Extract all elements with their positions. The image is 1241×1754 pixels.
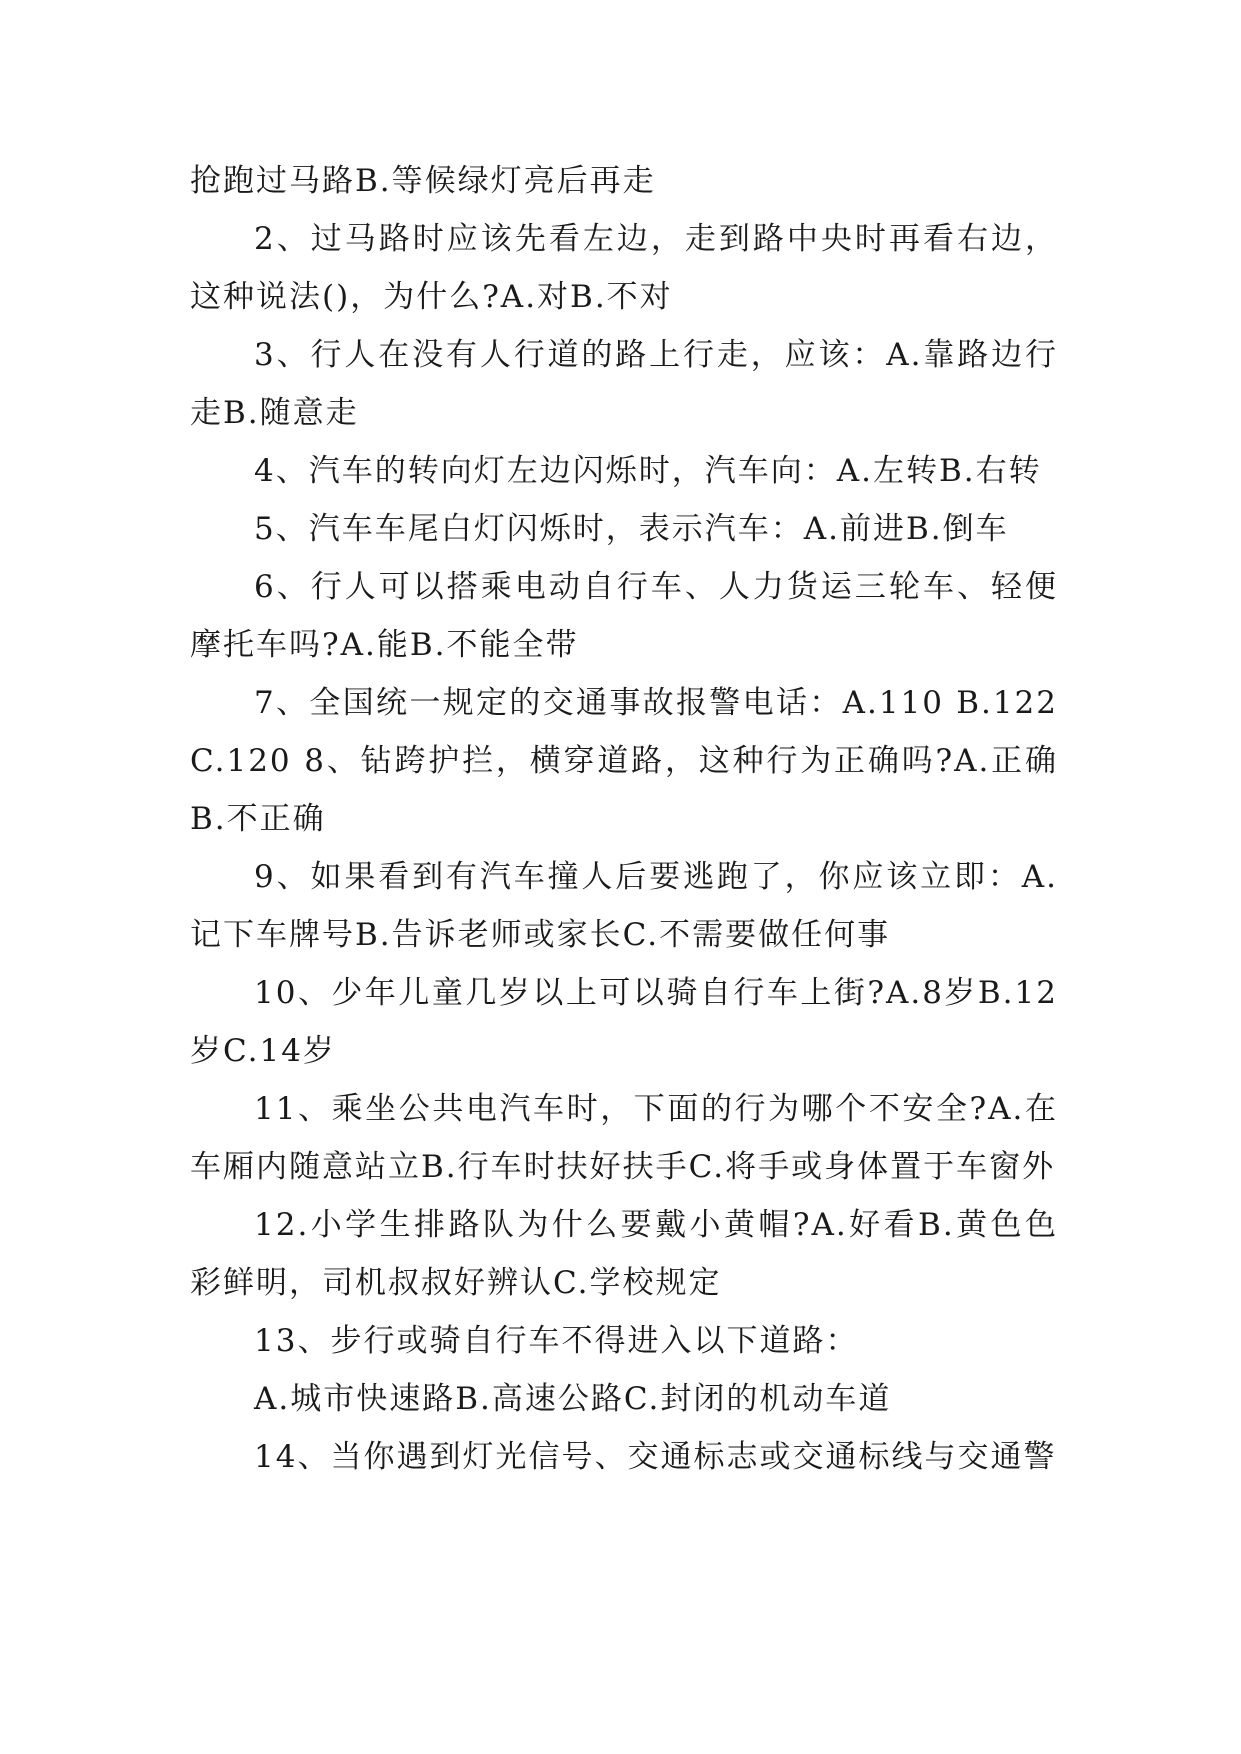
question-13-options: A.城市快速路B.高速公路C.封闭的机动车道 bbox=[254, 1381, 892, 1417]
question-7-8: 7、全国统一规定的交通事故报警电话：A.110 B.122 C.120 8、钻跨护拦，横穿道路，这种行为正确吗?A.正确B.不正确 bbox=[190, 685, 1058, 837]
question-11: 11、乘坐公共电汽车时，下面的行为哪个不安全?A.在车厢内随意站立B.行车时扶好扶手C.将手或身体置于车窗外 bbox=[190, 1091, 1058, 1185]
paragraph-1-continuation: 抢跑过马路B.等候绿灯亮后再走 bbox=[190, 163, 656, 199]
question-4: 4、汽车的转向灯左边闪烁时，汽车向：A.左转B.右转 bbox=[254, 453, 1042, 489]
question-6: 6、行人可以搭乘电动自行车、人力货运三轮车、轻便摩托车吗?A.能B.不能全带 bbox=[190, 569, 1058, 663]
question-12: 12.小学生排路队为什么要戴小黄帽?A.好看B.黄色色彩鲜明，司机叔叔好辨认C.学校规定 bbox=[190, 1207, 1058, 1301]
question-5: 5、汽车车尾白灯闪烁时，表示汽车：A.前进B.倒车 bbox=[254, 511, 1009, 547]
question-2: 2、过马路时应该先看左边，走到路中央时再看右边，这种说法()，为什么?A.对B.不对 bbox=[190, 221, 1058, 315]
question-9: 9、如果看到有汽车撞人后要逃跑了，你应该立即：A.记下车牌号B.告诉老师或家长C.不需要做任何事 bbox=[190, 859, 1058, 953]
document-body bbox=[190, 152, 1058, 1486]
question-14: 14、当你遇到灯光信号、交通标志或交通标线与交通警 bbox=[254, 1439, 1057, 1475]
question-3: 3、行人在没有人行道的路上行走，应该：A.靠路边行走B.随意走 bbox=[190, 337, 1058, 431]
question-13: 13、步行或骑自行车不得进入以下道路： bbox=[254, 1323, 859, 1359]
question-10: 10、少年儿童几岁以上可以骑自行车上街?A.8岁B.12岁C.14岁 bbox=[190, 975, 1058, 1069]
